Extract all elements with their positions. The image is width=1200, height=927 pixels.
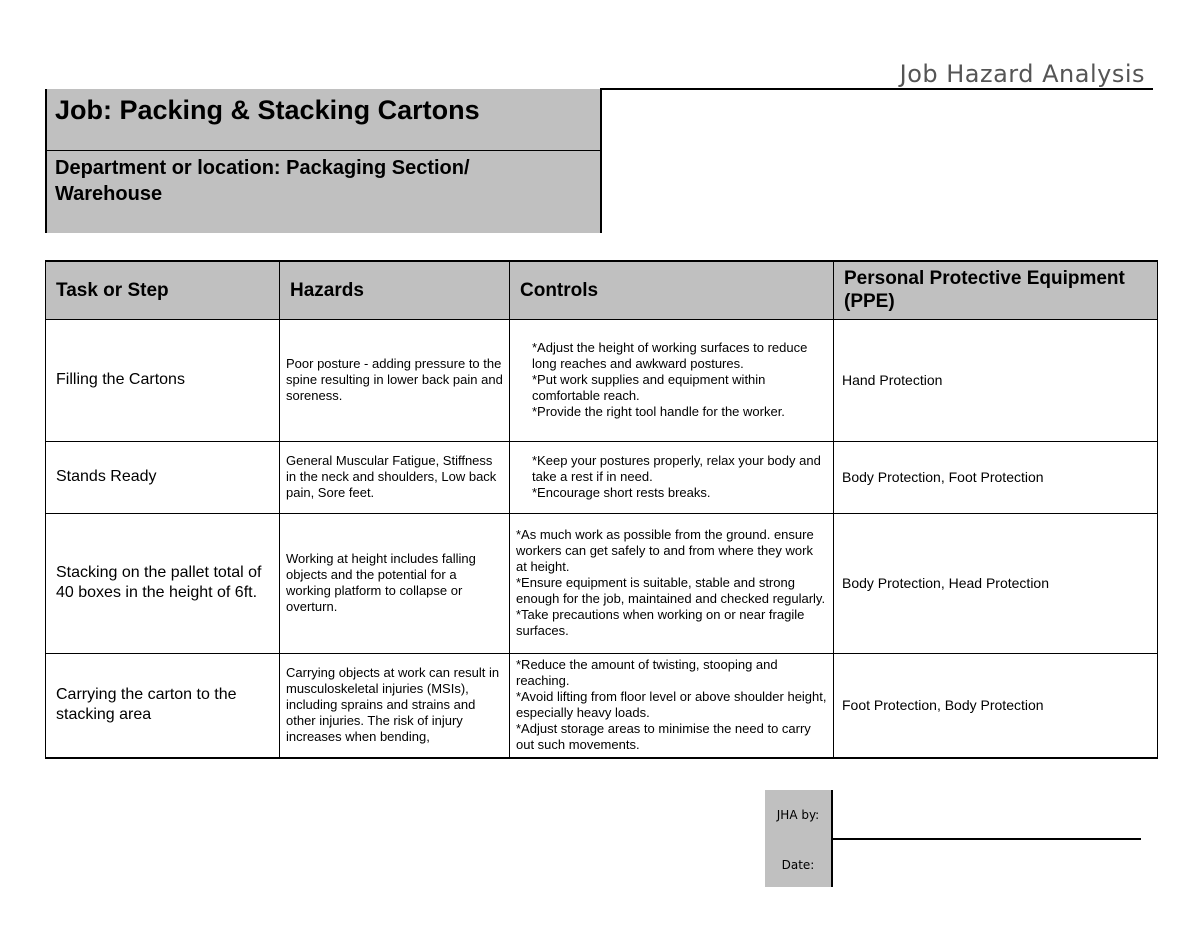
table-row xyxy=(46,319,1158,441)
ppe-cell: Body Protection, Foot Protection xyxy=(834,441,1158,513)
signature-line xyxy=(833,838,1141,840)
jha-by-label-text: JHA by: xyxy=(776,808,820,822)
job-title: Job: Packing & Stacking Cartons xyxy=(55,95,480,125)
table-row xyxy=(46,653,1158,758)
header-task-or-step: Task or Step xyxy=(46,261,280,319)
task-cell: Stacking on the pallet total of 40 boxes in the height of 6ft. xyxy=(46,513,280,653)
date-field[interactable] xyxy=(840,850,1130,880)
table-header-row xyxy=(46,261,1158,319)
header-controls: Controls xyxy=(510,261,834,319)
document-label: Job Hazard Analysis xyxy=(600,58,1153,90)
hazards-cell: General Muscular Fatigue, Stiffness in the neck and shoulders, Low back pain, Sore feet. xyxy=(280,441,510,513)
controls-cell xyxy=(510,513,834,653)
controls-text: *Reduce the amount of twisting, stooping and reaching. *Avoid lifting from floor level or above shoulder height, especially heavy loads. *Adjust storage areas to minimise the need to carry out such movements. xyxy=(516,657,827,753)
hazards-cell: Working at height includes falling objects and the potential for a working platform to collapse or overturn. xyxy=(280,513,510,653)
hazard-analysis-table xyxy=(45,260,1158,759)
table-row xyxy=(46,513,1158,653)
controls-text: *Keep your postures properly, relax your body and take a rest if in need. *Encourage short rests breaks. xyxy=(532,453,821,500)
ppe-cell: Body Protection, Head Protection xyxy=(834,513,1158,653)
table-row xyxy=(46,441,1158,513)
ppe-cell: Foot Protection, Body Protection xyxy=(834,653,1158,758)
date-label-text: Date: xyxy=(781,858,815,872)
jha-by-field[interactable] xyxy=(840,800,1130,830)
hazards-cell: Poor posture - adding pressure to the spine resulting in lower back pain and soreness. xyxy=(280,319,510,441)
job-title-row xyxy=(47,89,600,151)
controls-text: *As much work as possible from the ground. ensure workers can get safely to and from where they work at height. *Ensure equipment is suitable, stable and strong enough for the job, maintained and checked regularly. *Take precautions when working on or near fragile surfaces. xyxy=(516,527,826,638)
hazards-text: Carrying objects at work can result in musculoskeletal injuries (MSIs), including sprains and strains and other injuries. The risk of injury increases when bending, xyxy=(286,665,500,745)
task-cell: Filling the Cartons xyxy=(46,319,280,441)
header-hazards: Hazards xyxy=(280,261,510,319)
date-label xyxy=(765,840,833,887)
task-cell: Stands Ready xyxy=(46,441,280,513)
job-header-box xyxy=(45,89,602,233)
controls-cell xyxy=(510,319,834,441)
task-cell: Carrying the carton to the stacking area xyxy=(46,653,280,758)
controls-cell xyxy=(510,441,834,513)
jha-by-label xyxy=(765,790,833,840)
ppe-cell: Hand Protection xyxy=(834,319,1158,441)
header-ppe: Personal Protective Equipment (PPE) xyxy=(834,261,1158,319)
controls-cell xyxy=(510,653,834,758)
controls-text: *Adjust the height of working surfaces to reduce long reaches and awkward postures. *Put work supplies and equipment within comfortable reach. *Provide the right tool handle for the worker. xyxy=(532,340,808,419)
department-location: Department or location: Packaging Section/ Warehouse xyxy=(55,157,470,205)
hazards-cell xyxy=(280,653,510,758)
